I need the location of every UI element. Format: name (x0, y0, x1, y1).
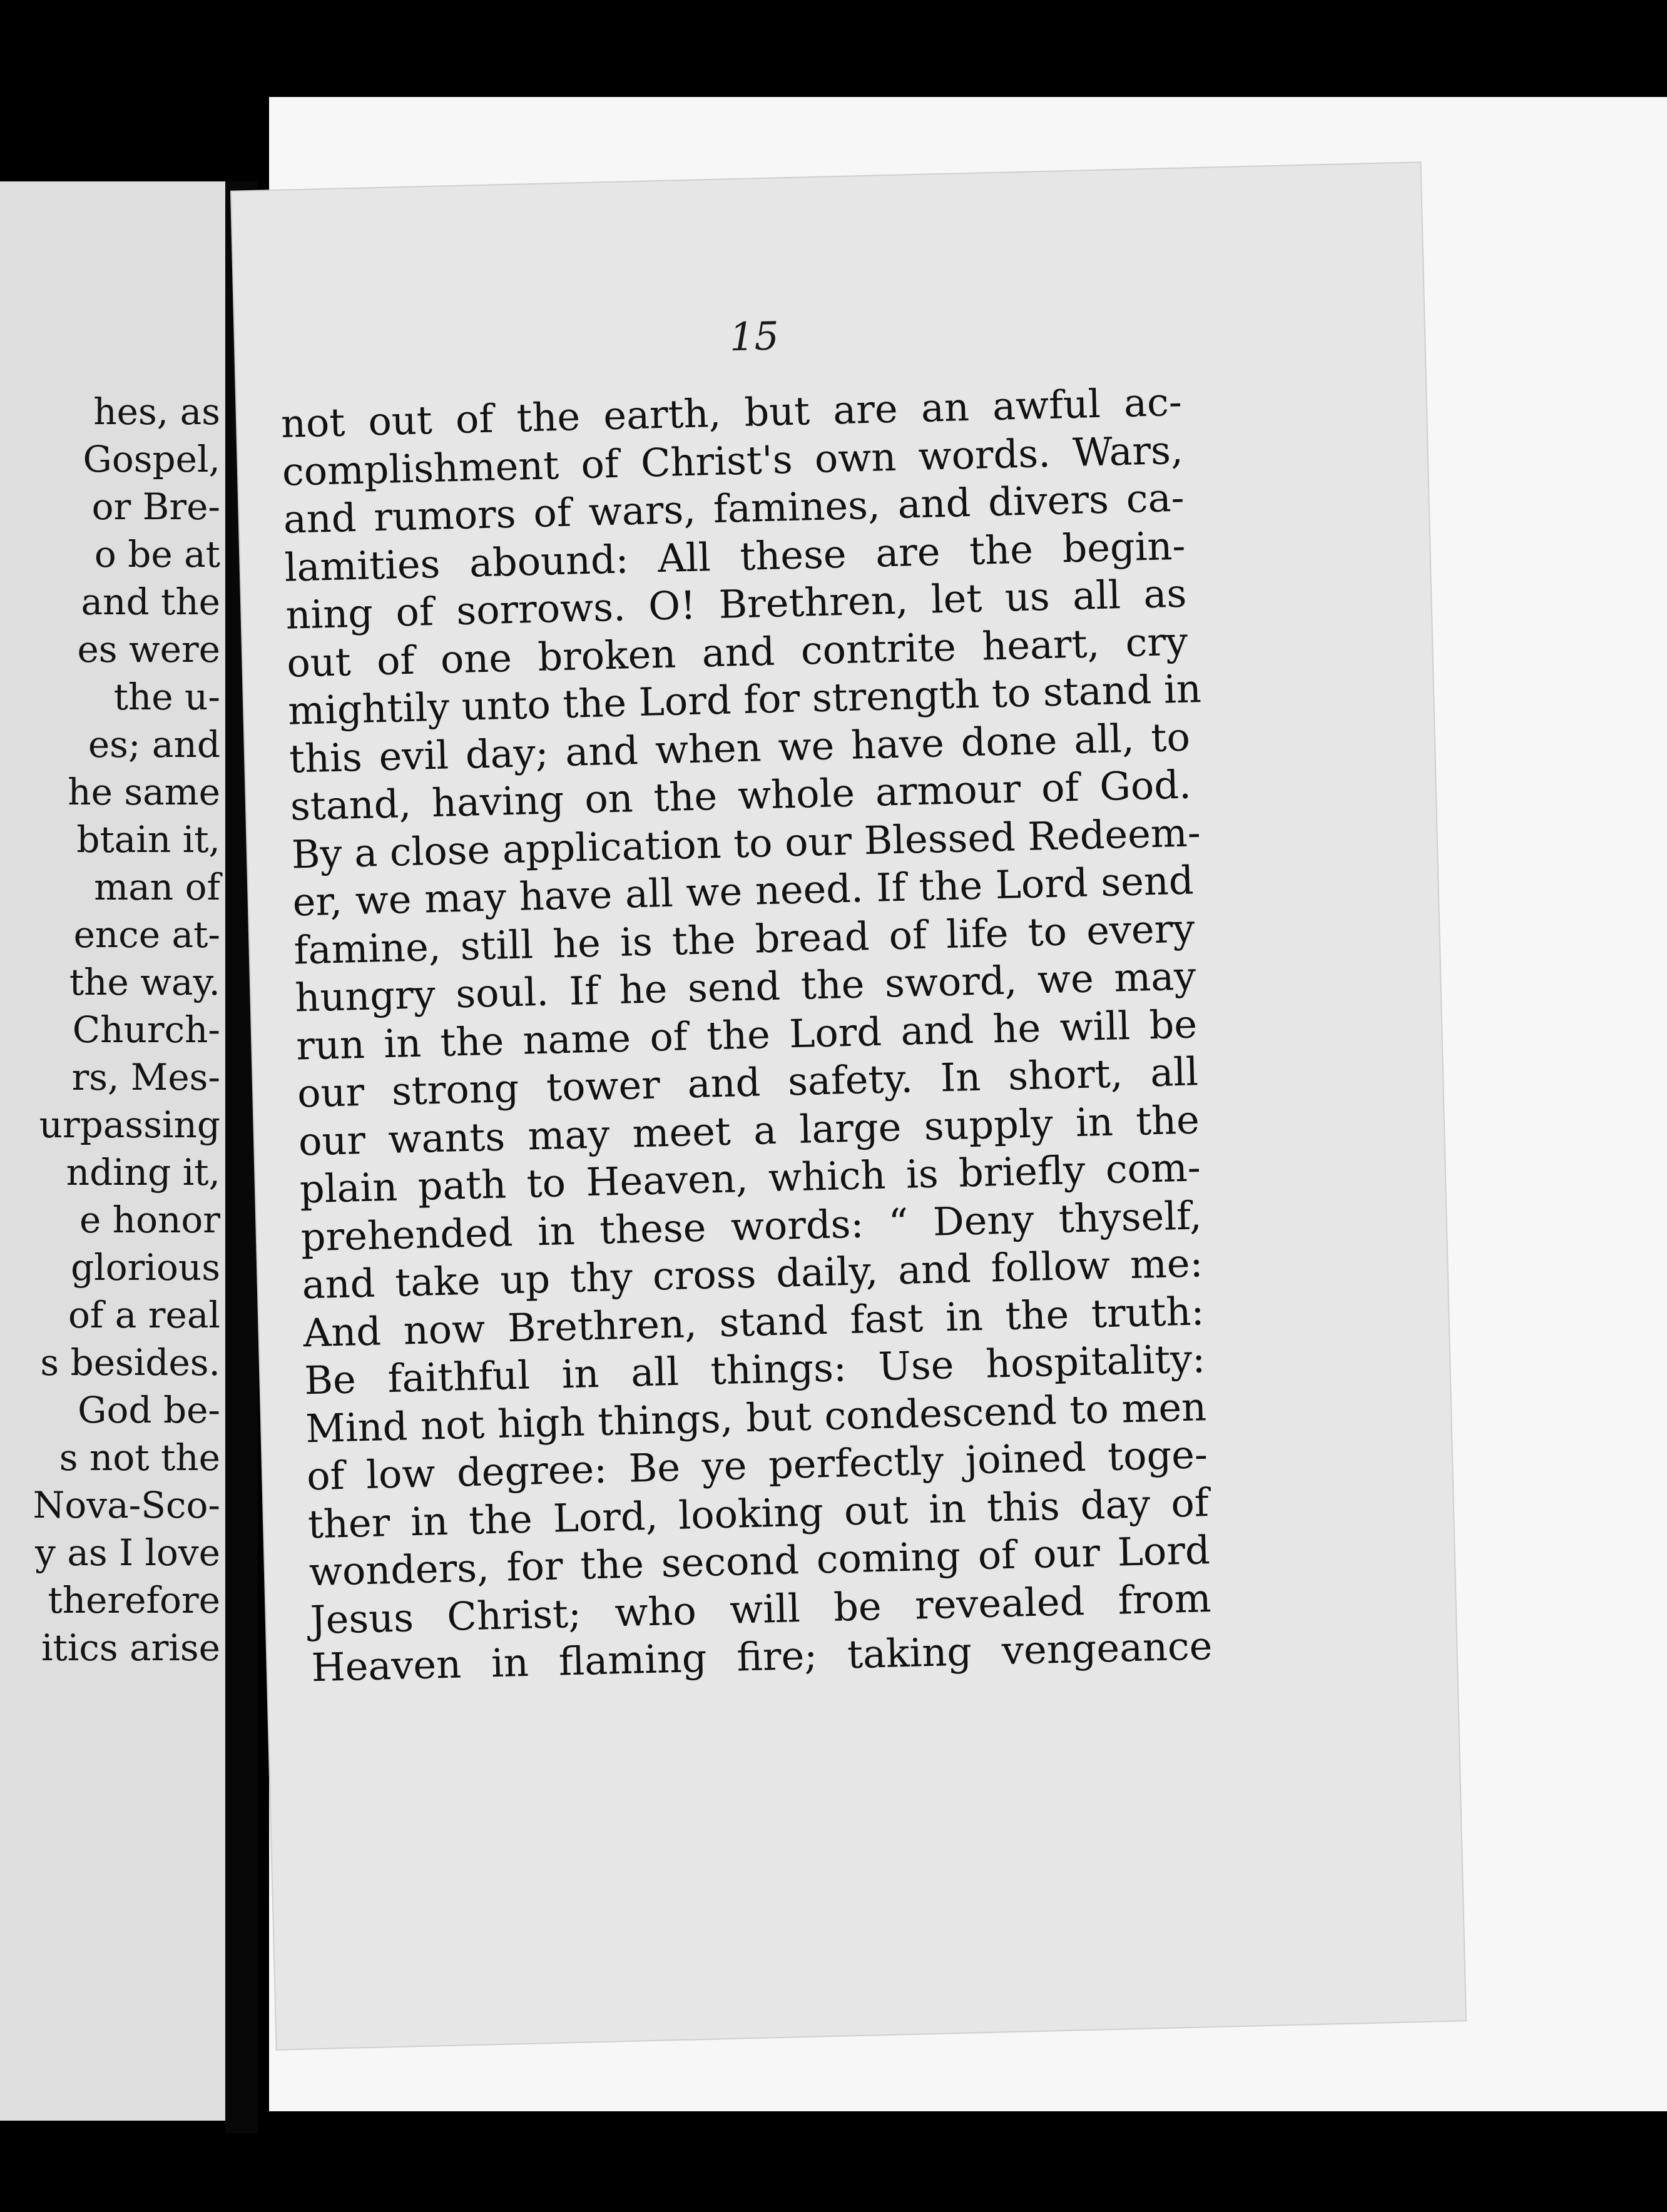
text-line: out of one broken and contrite heart, cry (286, 618, 1188, 686)
text-line: wonders, for the second coming of our Lord (308, 1527, 1211, 1595)
text-line: our wants may meet a large supply in the (298, 1096, 1200, 1164)
left-page-line: rs, Mes- (71, 1056, 220, 1098)
left-page-line: nding it, (66, 1151, 220, 1194)
left-page-line: es were (77, 628, 220, 671)
left-page-line: the u- (113, 676, 220, 718)
left-page-text (33, 388, 220, 1672)
text-line: mightily unto the Lord for strength to stand in (287, 666, 1202, 734)
text-line: Mind not high things, but condescend to men (305, 1383, 1207, 1451)
text-line: ther in the Lord, looking out in this day of (307, 1479, 1210, 1547)
left-page-line: man of (94, 866, 220, 908)
left-page-line: s besides. (40, 1341, 220, 1384)
page-number: 15 (729, 313, 780, 360)
left-page (0, 181, 225, 2121)
text-line: Heaven in flaming fire; taking vengeance (310, 1623, 1213, 1691)
text-line: By a close application to our Blessed Redeem- (291, 809, 1201, 878)
left-page-line: and the (81, 581, 220, 623)
text-line: and take up thy cross daily, and follow me: (301, 1240, 1204, 1308)
text-line: Be faithful in all things: Use hospitality: (303, 1336, 1206, 1404)
text-line: er, we may have all we need. If the Lord send (292, 857, 1195, 925)
left-page-line: o be at (94, 533, 220, 576)
text-line: run in the name of the Lord and he will be (295, 1000, 1198, 1069)
left-page-line: y as I love (35, 1531, 220, 1574)
text-line: this evil day; and when we have done all, to (288, 714, 1191, 782)
left-page-line: he same (68, 771, 220, 813)
left-page-line: itics arise (41, 1626, 220, 1669)
left-page-line: ence at- (73, 913, 220, 956)
text-line: our strong tower and safety. In short, all (297, 1048, 1199, 1117)
left-page-line: Nova-Sco- (33, 1484, 220, 1526)
text-line: stand, having on the whole armour of God. (290, 761, 1192, 830)
text-line: complishment of Christ's own words. Wars, (282, 427, 1184, 495)
left-page-line: the way. (69, 961, 220, 1003)
page-15 (232, 163, 1466, 2049)
left-page-line: e honor (79, 1199, 220, 1241)
text-line: of low degree: Be ye perfectly joined toge- (306, 1431, 1208, 1499)
left-page-line: Gospel, (83, 438, 220, 480)
text-line: famine, still he is the bread of life to every (293, 905, 1196, 973)
left-page-line: btain it, (76, 818, 220, 861)
text-line: lamities abound: All these are the begin- (283, 522, 1186, 591)
text-line: And now Brethren, stand fast in the truth: (302, 1287, 1205, 1356)
text-line: prehended in these words: “ Deny thyself, (300, 1192, 1203, 1260)
left-page-line: Church- (72, 1008, 220, 1051)
left-page-line: or Bre- (91, 485, 220, 528)
left-page-line: s not the (59, 1436, 220, 1479)
left-page-line: of a real (68, 1294, 220, 1336)
left-page-line: es; and (88, 723, 220, 766)
text-line: hungry soul. If he send the sword, we may (294, 953, 1196, 1021)
left-page-line: God be- (78, 1389, 220, 1431)
left-page-line: urpassing (39, 1103, 220, 1146)
text-line: plain path to Heaven, which is briefly com- (299, 1144, 1201, 1212)
text-line: not out of the earth, but are an awful ac- (280, 378, 1183, 447)
left-page-line: hes, as (93, 390, 220, 433)
left-page-line: therefore (48, 1579, 220, 1621)
text-line: Jesus Christ; who will be revealed from (309, 1575, 1212, 1643)
page-body-text (280, 378, 1213, 1692)
text-line: ning of sorrows. O! Brethren, let us all as (285, 570, 1188, 638)
left-page-line: glorious (71, 1246, 220, 1289)
text-line: and rumors of wars, famines, and divers ca- (282, 474, 1185, 542)
